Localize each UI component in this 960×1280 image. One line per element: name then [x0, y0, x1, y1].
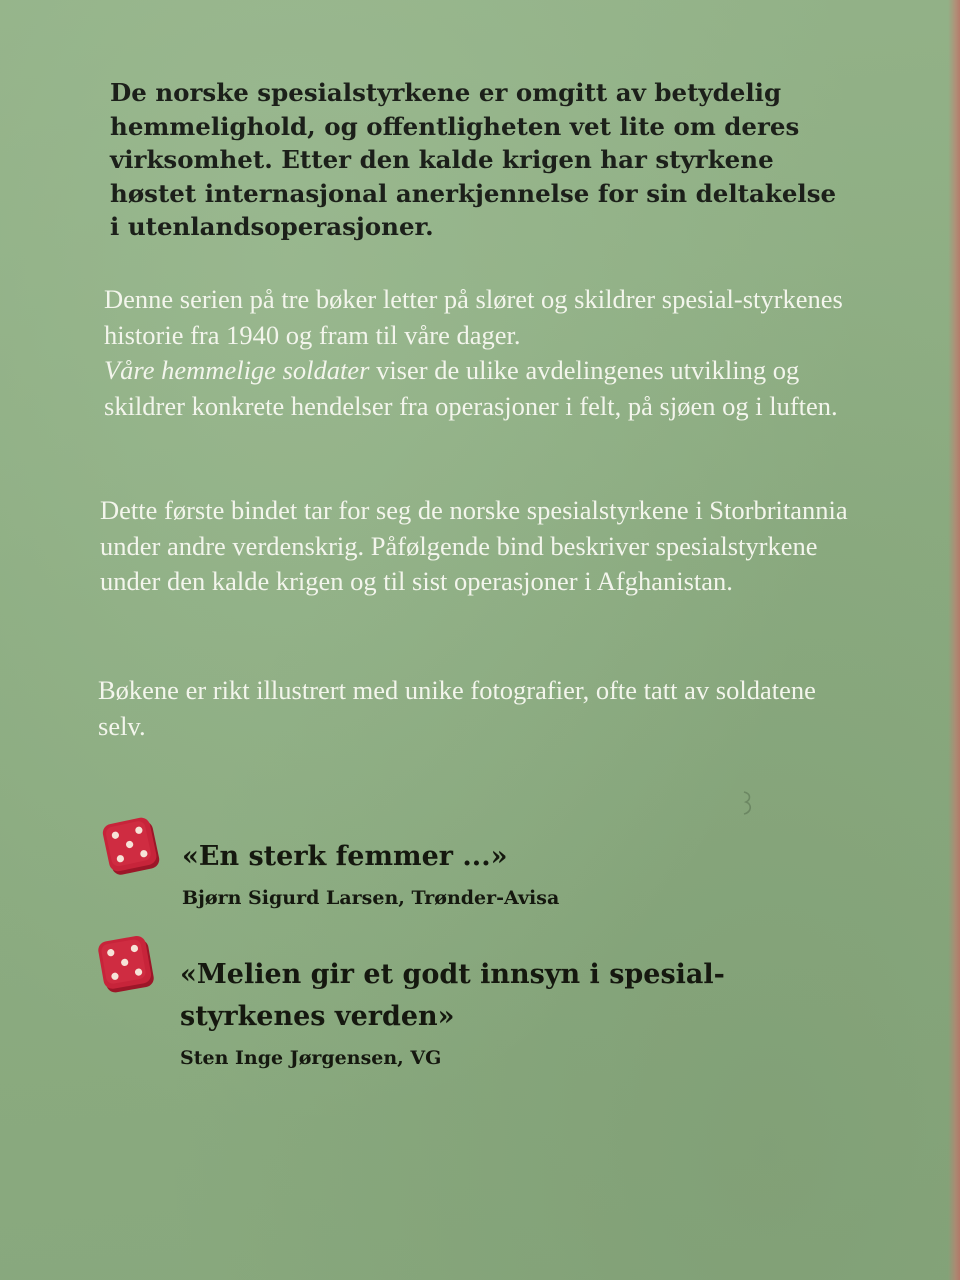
red-dice-five-icon [95, 932, 159, 996]
series-paragraph [104, 282, 864, 424]
red-dice-five-icon [100, 814, 164, 878]
series-lead-text: Denne serien på tre bøker letter på sløret og skildrer spesial-styrkenes historie fra 1940 og fram til våre dager. [104, 284, 843, 350]
review-source-2: Sten Inge Jørgensen, VG [180, 1047, 442, 1069]
illustrations-paragraph: Bøkene er rikt illustrert med unike fotografier, ofte tatt av soldatene selv. [98, 675, 816, 741]
series-rest-text: viser de ulike avdelingenes utvikling og skildrer konkrete hendelser fra operasjoner i felt, på sjøen og i luften. [104, 355, 838, 421]
paper-crease-mark [736, 788, 760, 818]
book-title: Våre hemmelige soldater [104, 355, 370, 385]
intro-paragraph: De norske spesialstyrkene er omgitt av betydelig hemmelighold, og offentligheten vet lite om deres virksomhet. Etter den kalde krigen har styrkene høstet internasjonal anerkjennelse for sin deltakelse i utenlandsoperasjoner. [110, 78, 837, 241]
review-quote-2: «Melien gir et godt innsyn i spesial-styrkenes verden» [180, 959, 725, 1032]
cover-edge [948, 0, 960, 1280]
review-quote-1: «En sterk femmer ...» [182, 841, 508, 872]
review-source-1: Bjørn Sigurd Larsen, Trønder-Avisa [182, 887, 560, 909]
volumes-paragraph: Dette første bindet tar for seg de norske spesialstyrkene i Storbritannia under andre verdenskrig. Påfølgende bind beskriver spesialstyrkene under den kalde krigen og til sist operasjoner i Afghanistan. [100, 495, 848, 596]
